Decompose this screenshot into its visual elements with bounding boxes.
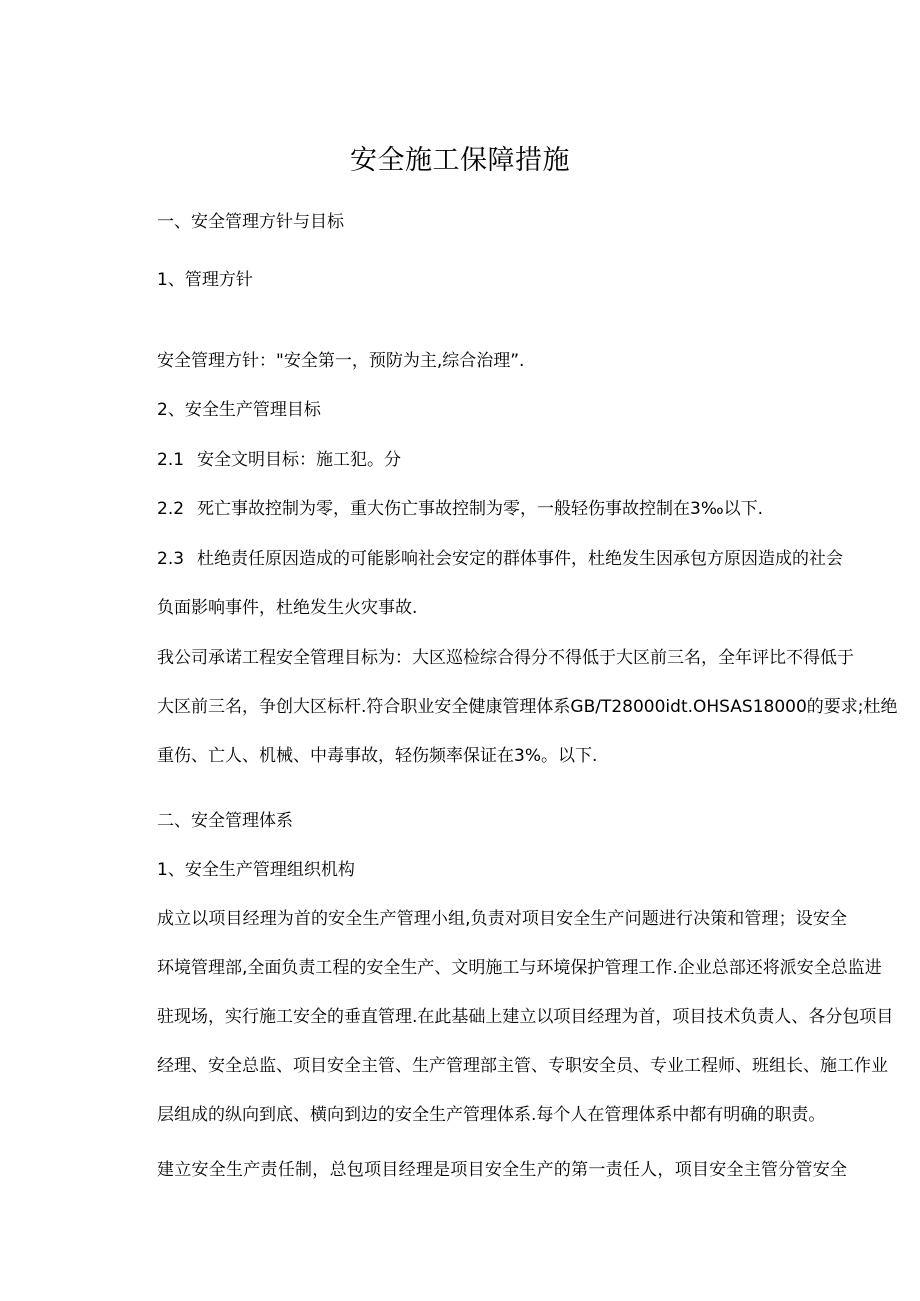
item-2-2-text: 死亡事故控制为零，重大伤亡事故控制为零，一般轻伤事故控制在3‰以下.	[197, 499, 764, 519]
section2-sub1-heading: 1、安全生产管理组织机构	[157, 860, 355, 880]
section1-sub1-heading: 1、管理方针	[157, 270, 253, 290]
commitment-line-3: 重伤、亡人、机械、中毒事故，轻伤频率保证在3%。以下.	[157, 746, 598, 766]
item-2-2-number: 2.2	[157, 499, 185, 519]
para1-line-5: 层组成的纵向到底、横向到边的安全生产管理体系.每个人在管理体系中都有明确的职责。	[157, 1105, 826, 1125]
section1-heading: 一、安全管理方针与目标	[157, 212, 344, 232]
document-title: 安全施工保障措施	[350, 145, 570, 176]
section2-heading: 二、安全管理体系	[157, 811, 293, 831]
para1-line-4: 经理、安全总监、项目安全主管、生产管理部主管、专职安全员、专业工程师、班组长、施工作业	[157, 1056, 888, 1076]
item-2-3	[157, 548, 843, 570]
para2-line-1: 建立安全生产责任制，总包项目经理是项目安全生产的第一责任人，项目安全主管分管安全	[157, 1160, 847, 1180]
para1-line-3: 驻现场，实行施工安全的垂直管理.在此基础上建立以项目经理为首，项目技术负责人、各分包项目	[157, 1007, 894, 1027]
commitment-line-2: 大区前三名，争创大区标杆.符合职业安全健康管理体系GB/T28000idt.OHSAS18000的要求;杜绝	[157, 697, 898, 717]
item-2-1	[157, 449, 401, 471]
item-2-1-number: 2.1	[157, 450, 185, 470]
item-2-3-number: 2.3	[157, 549, 185, 569]
commitment-line-1: 我公司承诺工程安全管理目标为：大区巡检综合得分不得低于大区前三名，全年评比不得低于	[157, 648, 854, 668]
policy-text: 安全管理方针："安全第一，预防为主,综合治理”.	[157, 351, 525, 371]
item-2-2	[157, 498, 763, 520]
item-2-3-text-line1: 杜绝责任原因造成的可能影响社会安定的群体事件，杜绝发生因承包方原因造成的社会	[197, 549, 843, 569]
para1-line-1: 成立以项目经理为首的安全生产管理小组,负责对项目安全生产问题进行决策和管理；设安全	[157, 909, 847, 929]
item-2-1-text: 安全文明目标：施工犯。分	[197, 450, 401, 470]
section1-sub2-heading: 2、安全生产管理目标	[157, 400, 321, 420]
item-2-3-text-line2: 负面影响事件，杜绝发生火灾事故.	[157, 598, 418, 618]
para1-line-2: 环境管理部,全面负责工程的安全生产、文明施工与环境保护管理工作.企业总部还将派安全总监进	[157, 958, 882, 978]
